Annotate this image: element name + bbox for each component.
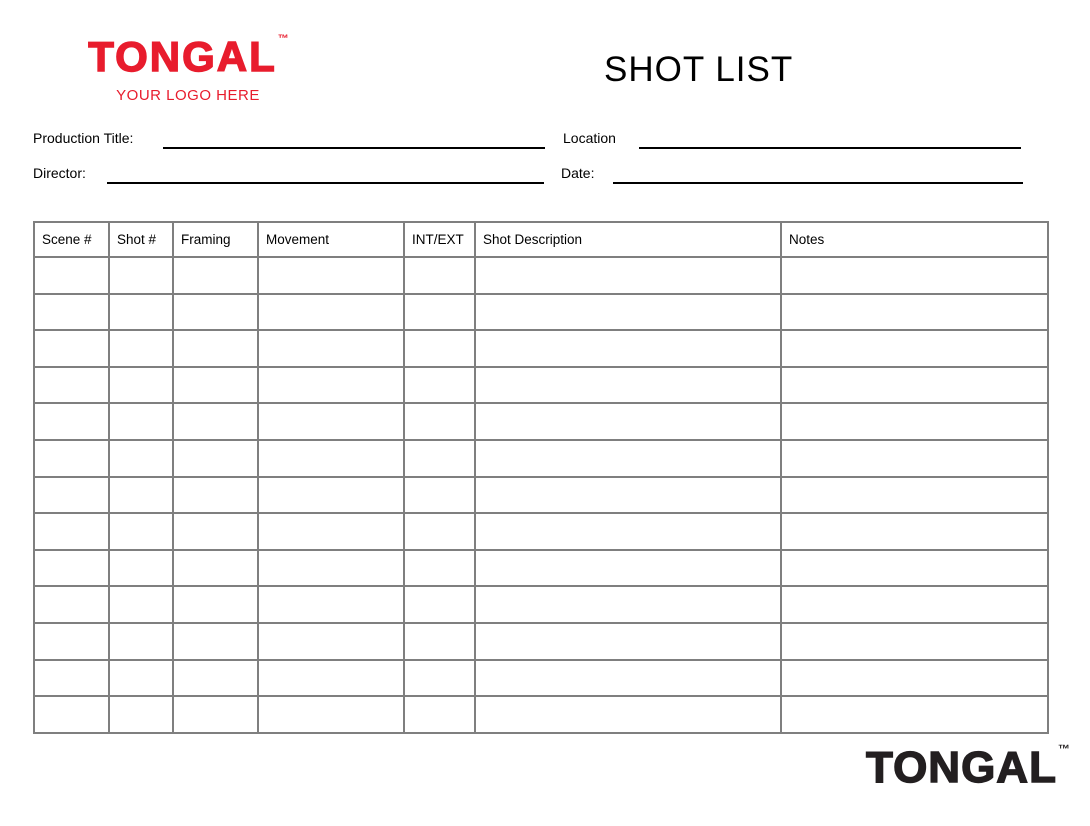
table-cell[interactable] (173, 550, 258, 587)
table-cell[interactable] (475, 257, 781, 294)
table-cell[interactable] (34, 513, 109, 550)
location-label: Location (563, 130, 616, 146)
production-title-label: Production Title: (33, 130, 134, 146)
table-cell[interactable] (258, 257, 404, 294)
director-input-line[interactable] (107, 182, 544, 184)
table-row (34, 403, 1048, 440)
table-cell[interactable] (34, 403, 109, 440)
table-cell[interactable] (404, 440, 475, 477)
table-cell[interactable] (258, 696, 404, 733)
column-header-notes: Notes (781, 222, 1048, 257)
table-cell[interactable] (34, 330, 109, 367)
table-cell[interactable] (109, 513, 173, 550)
table-cell[interactable] (781, 294, 1048, 331)
table-body (34, 257, 1048, 733)
table-cell[interactable] (109, 696, 173, 733)
table-cell[interactable] (258, 367, 404, 404)
tongal-footer-logo (866, 742, 1070, 792)
table-row (34, 477, 1048, 514)
table-row (34, 257, 1048, 294)
production-title-input-line[interactable] (163, 147, 545, 149)
table-cell[interactable] (404, 330, 475, 367)
table-row (34, 550, 1048, 587)
table-cell[interactable] (404, 550, 475, 587)
table-cell[interactable] (781, 586, 1048, 623)
table-row (34, 623, 1048, 660)
table-cell[interactable] (173, 513, 258, 550)
table-cell[interactable] (404, 623, 475, 660)
table-row (34, 696, 1048, 733)
table-cell[interactable] (258, 330, 404, 367)
column-header-shot-description: Shot Description (475, 222, 781, 257)
table-cell[interactable] (173, 660, 258, 697)
table-cell[interactable] (258, 550, 404, 587)
table-cell[interactable] (109, 660, 173, 697)
tongal-footer-logo-text: TONGAL (866, 743, 1057, 792)
table-cell[interactable] (258, 623, 404, 660)
table-cell[interactable] (781, 367, 1048, 404)
table-cell[interactable] (173, 367, 258, 404)
table-cell[interactable] (475, 660, 781, 697)
table-cell[interactable] (34, 477, 109, 514)
table-cell[interactable] (34, 660, 109, 697)
table-cell[interactable] (34, 550, 109, 587)
table-cell[interactable] (173, 586, 258, 623)
table-cell[interactable] (404, 257, 475, 294)
table-cell[interactable] (781, 477, 1048, 514)
table-cell[interactable] (109, 586, 173, 623)
table-row (34, 586, 1048, 623)
table-cell[interactable] (781, 696, 1048, 733)
column-header-movement: Movement (258, 222, 404, 257)
table-cell[interactable] (475, 403, 781, 440)
table-cell[interactable] (475, 440, 781, 477)
table-cell[interactable] (34, 440, 109, 477)
table-cell[interactable] (475, 550, 781, 587)
column-header-scene: Scene # (34, 222, 109, 257)
table-cell[interactable] (109, 257, 173, 294)
table-cell[interactable] (173, 257, 258, 294)
table-cell[interactable] (34, 257, 109, 294)
table-cell[interactable] (258, 586, 404, 623)
table-cell[interactable] (258, 294, 404, 331)
column-header-framing: Framing (173, 222, 258, 257)
tongal-logo-text: TONGAL (88, 33, 277, 80)
tongal-logo (88, 33, 289, 80)
table-row (34, 513, 1048, 550)
table-row (34, 330, 1048, 367)
table-cell[interactable] (404, 586, 475, 623)
column-header-int-ext: INT/EXT (404, 222, 475, 257)
table-cell[interactable] (109, 294, 173, 331)
table-cell[interactable] (475, 330, 781, 367)
footer-logo-block (866, 742, 1070, 792)
table-cell[interactable] (34, 586, 109, 623)
table-cell[interactable] (173, 440, 258, 477)
table-cell[interactable] (781, 623, 1048, 660)
table-cell[interactable] (173, 696, 258, 733)
table-cell[interactable] (404, 367, 475, 404)
date-input-line[interactable] (613, 182, 1023, 184)
table-cell[interactable] (258, 403, 404, 440)
table-cell[interactable] (258, 513, 404, 550)
table-cell[interactable] (404, 696, 475, 733)
table-row (34, 660, 1048, 697)
table-cell[interactable] (475, 696, 781, 733)
table-cell[interactable] (475, 367, 781, 404)
table-cell[interactable] (109, 623, 173, 660)
table-cell[interactable] (109, 403, 173, 440)
shot-list-table (33, 221, 1049, 734)
table-cell[interactable] (173, 623, 258, 660)
location-input-line[interactable] (639, 147, 1021, 149)
table-cell[interactable] (475, 294, 781, 331)
table-row (34, 440, 1048, 477)
table-cell[interactable] (109, 477, 173, 514)
table-cell[interactable] (404, 660, 475, 697)
table-cell[interactable] (173, 294, 258, 331)
table-row (34, 367, 1048, 404)
table-row (34, 294, 1048, 331)
table-cell[interactable] (475, 513, 781, 550)
table-cell[interactable] (109, 367, 173, 404)
top-logo-block (88, 33, 289, 104)
table-header-row (34, 222, 1048, 257)
table-cell[interactable] (258, 440, 404, 477)
table-cell[interactable] (781, 257, 1048, 294)
director-label: Director: (33, 165, 86, 181)
table-cell[interactable] (34, 367, 109, 404)
table-cell[interactable] (404, 403, 475, 440)
table-cell[interactable] (781, 513, 1048, 550)
table-cell[interactable] (173, 477, 258, 514)
table-cell[interactable] (34, 623, 109, 660)
table-cell[interactable] (781, 440, 1048, 477)
table-cell[interactable] (34, 696, 109, 733)
table-cell[interactable] (109, 440, 173, 477)
table-cell[interactable] (258, 660, 404, 697)
column-header-shot: Shot # (109, 222, 173, 257)
table-cell[interactable] (404, 294, 475, 331)
table-cell[interactable] (475, 477, 781, 514)
table-cell[interactable] (781, 550, 1048, 587)
table-cell[interactable] (404, 477, 475, 514)
table-header (34, 222, 1048, 257)
table-cell[interactable] (781, 403, 1048, 440)
table-cell[interactable] (475, 586, 781, 623)
table-cell[interactable] (109, 550, 173, 587)
table-cell[interactable] (404, 513, 475, 550)
table-cell[interactable] (781, 330, 1048, 367)
table-cell[interactable] (475, 623, 781, 660)
table-cell[interactable] (173, 330, 258, 367)
table-cell[interactable] (34, 294, 109, 331)
trademark-symbol: ™ (277, 33, 289, 45)
table-cell[interactable] (781, 660, 1048, 697)
page-title: SHOT LIST (604, 50, 794, 89)
footer-trademark-symbol: ™ (1057, 742, 1070, 756)
table-cell[interactable] (173, 403, 258, 440)
table-cell[interactable] (258, 477, 404, 514)
table-cell[interactable] (109, 330, 173, 367)
date-label: Date: (561, 165, 595, 181)
your-logo-here-text: YOUR LOGO HERE (116, 87, 260, 104)
